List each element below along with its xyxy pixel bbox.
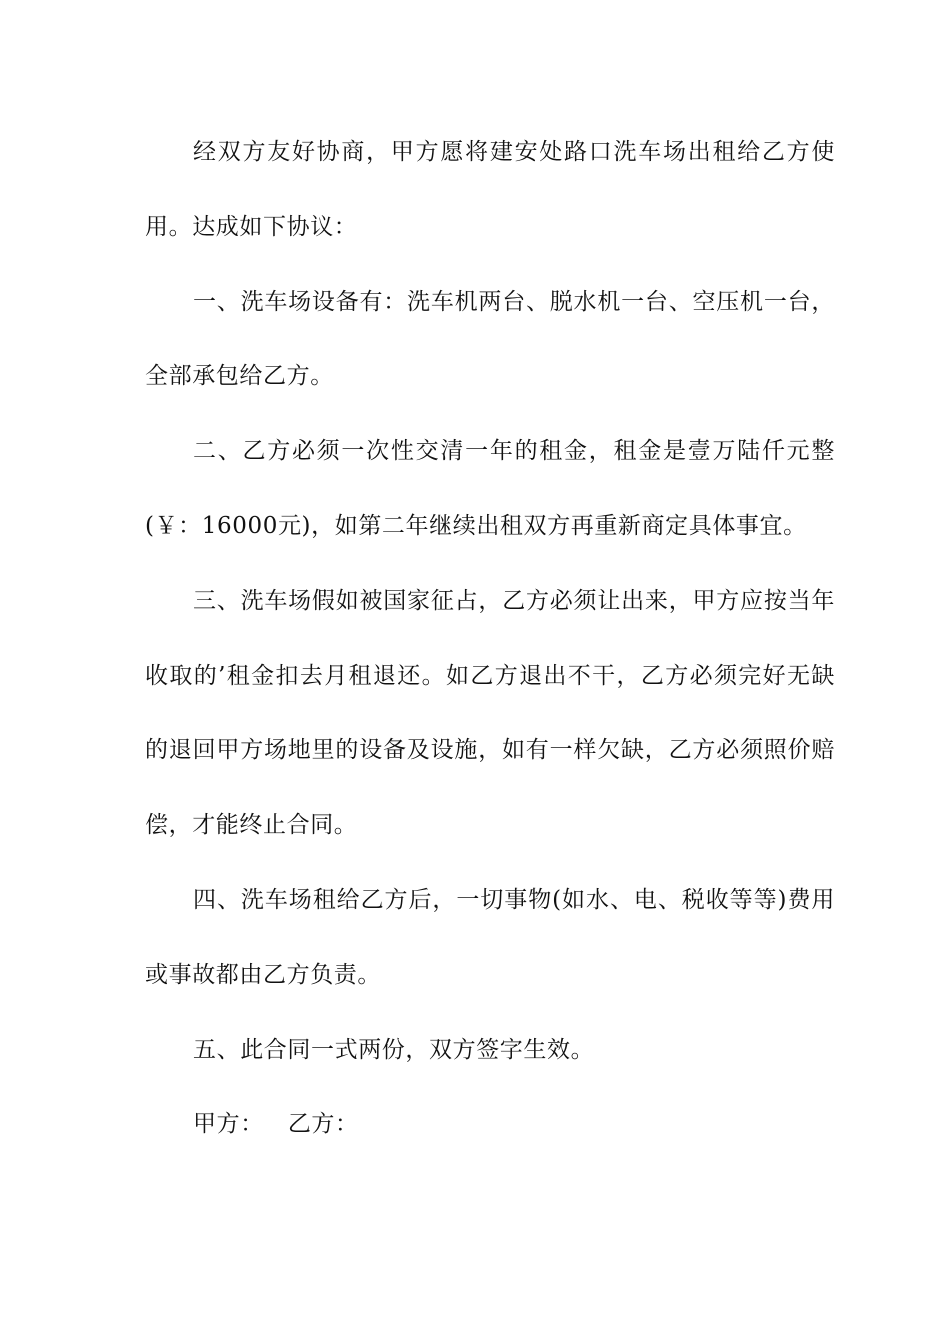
paragraph-clause-2: 二、乙方必须一次性交清一年的租金，租金是壹万陆仟元整(￥：16000元)，如第二年继续出租双方再重新商定具体事宜。 xyxy=(145,438,835,539)
document-body xyxy=(145,115,835,1162)
signature-line xyxy=(145,1087,835,1162)
paragraph-clause-5: 五、此合同一式两份，双方签字生效。 xyxy=(193,1036,595,1063)
paragraph-clause-3: 三、洗车场假如被国家征占，乙方必须让出来，甲方应按当年收取的’租金扣去月租退还。如乙方退出不干，乙方必须完好无缺的退回甲方场地里的设备及设施，如有一样欠缺，乙方必须照价赔偿，才能终止合同。 xyxy=(145,587,835,839)
party-a-label: 甲方： xyxy=(193,1111,264,1138)
paragraph-intro: 经双方友好协商，甲方愿将建安处路口洗车场出租给乙方使用。达成如下协议： xyxy=(145,139,835,240)
party-b-label: 乙方： xyxy=(287,1111,359,1138)
paragraph-clause-4: 四、洗车场租给乙方后，一切事物(如水、电、税收等等)费用或事故都由乙方负责。 xyxy=(145,886,835,988)
paragraph-clause-1: 一、洗车场设备有：洗车机两台、脱水机一台、空压机一台，全部承包给乙方。 xyxy=(145,288,835,390)
